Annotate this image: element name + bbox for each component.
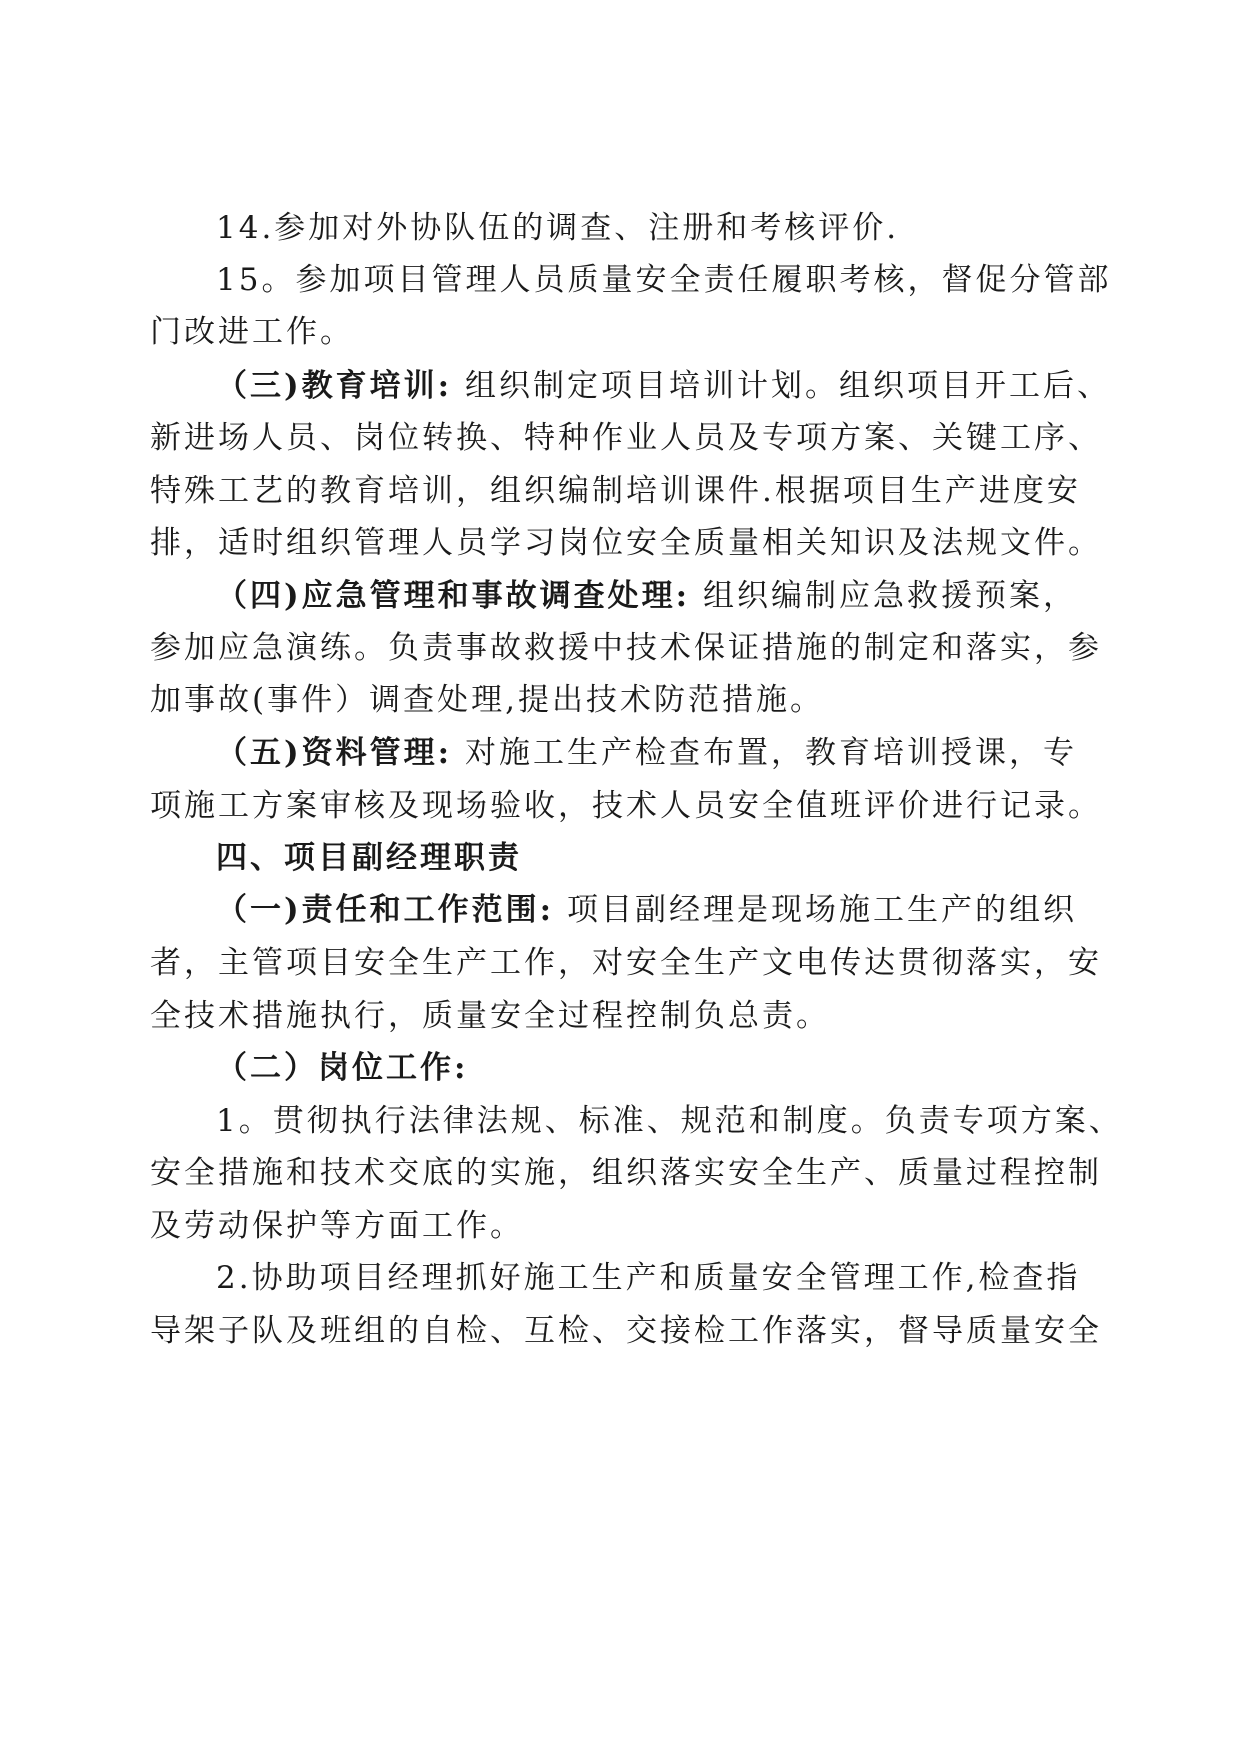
- section-heading: （一)责任和工作范围:: [216, 892, 555, 928]
- line-text: 全技术措施执行，质量安全过程控制负总责。: [150, 998, 830, 1034]
- line-text: 项目副经理是现场施工生产的组织: [566, 892, 1077, 928]
- paragraph-line: [216, 576, 1241, 616]
- paragraph-line: [150, 1311, 1241, 1351]
- line-text: 组织制定项目培训计划。组织项目开工后、: [464, 368, 1111, 404]
- paragraph-line: [150, 523, 1241, 563]
- line-text: 及劳动保护等方面工作。: [150, 1208, 524, 1244]
- chapter-heading: 四、项目副经理职责: [216, 840, 522, 876]
- line-text: 对施工生产检查布置，教育培训授课，专: [464, 735, 1077, 771]
- paragraph-line: [216, 1101, 1241, 1141]
- paragraph-line: [150, 786, 1241, 826]
- line-text: 门改进工作。: [150, 314, 354, 350]
- line-text: 15。参加项目管理人员质量安全责任履职考核，督促分管部: [216, 262, 1112, 298]
- paragraph-line: [150, 943, 1241, 983]
- paragraph-line: [150, 680, 1241, 720]
- line-text: 排，适时组织管理人员学习岗位安全质量相关知识及法规文件。: [150, 525, 1102, 561]
- paragraph-line: [216, 1048, 1241, 1088]
- section-heading: （二）岗位工作:: [216, 1050, 469, 1086]
- section-heading: （三)教育培训:: [216, 368, 453, 404]
- line-text: 参加应急演练。负责事故救援中技术保证措施的制定和落实，参: [150, 630, 1102, 666]
- paragraph-line: [150, 471, 1241, 511]
- paragraph-line: [216, 260, 1241, 300]
- line-text: 特殊工艺的教育培训，组织编制培训课件.根据项目生产进度安: [150, 473, 1081, 509]
- paragraph-line: [216, 208, 1241, 248]
- paragraph-line: [216, 1258, 1241, 1298]
- line-text: 加事故(事件）调查处理,提出技术防范措施。: [150, 682, 824, 718]
- line-text: 组织编制应急救援预案，: [702, 578, 1077, 614]
- line-text: 新进场人员、岗位转换、特种作业人员及专项方案、关键工序、: [150, 420, 1102, 456]
- line-text: 安全措施和技术交底的实施，组织落实安全生产、质量过程控制: [150, 1155, 1102, 1191]
- paragraph-line: [150, 312, 1241, 352]
- line-text: 14.参加对外协队伍的调查、注册和考核评价.: [216, 210, 900, 246]
- paragraph-line: [150, 1206, 1241, 1246]
- paragraph-line: [150, 1153, 1241, 1193]
- paragraph-line: [216, 366, 1241, 406]
- paragraph-line: [150, 628, 1241, 668]
- paragraph-line: [216, 733, 1241, 773]
- line-text: 者，主管项目安全生产工作，对安全生产文电传达贯彻落实，安: [150, 945, 1102, 981]
- line-text: 1。贯彻执行法律法规、标准、规范和制度。负责专项方案、: [216, 1103, 1123, 1139]
- line-text: 项施工方案审核及现场验收，技术人员安全值班评价进行记录。: [150, 788, 1102, 824]
- line-text: 2.协助项目经理抓好施工生产和质量安全管理工作,检查指: [216, 1260, 1081, 1296]
- paragraph-line: [150, 418, 1241, 458]
- paragraph-line: [150, 996, 1241, 1036]
- line-text: 导架子队及班组的自检、互检、交接检工作落实，督导质量安全: [150, 1313, 1102, 1349]
- section-heading: （五)资料管理:: [216, 735, 453, 771]
- section-heading: （四)应急管理和事故调查处理:: [216, 578, 691, 614]
- paragraph-line: [216, 890, 1241, 930]
- paragraph-line: [216, 838, 1241, 878]
